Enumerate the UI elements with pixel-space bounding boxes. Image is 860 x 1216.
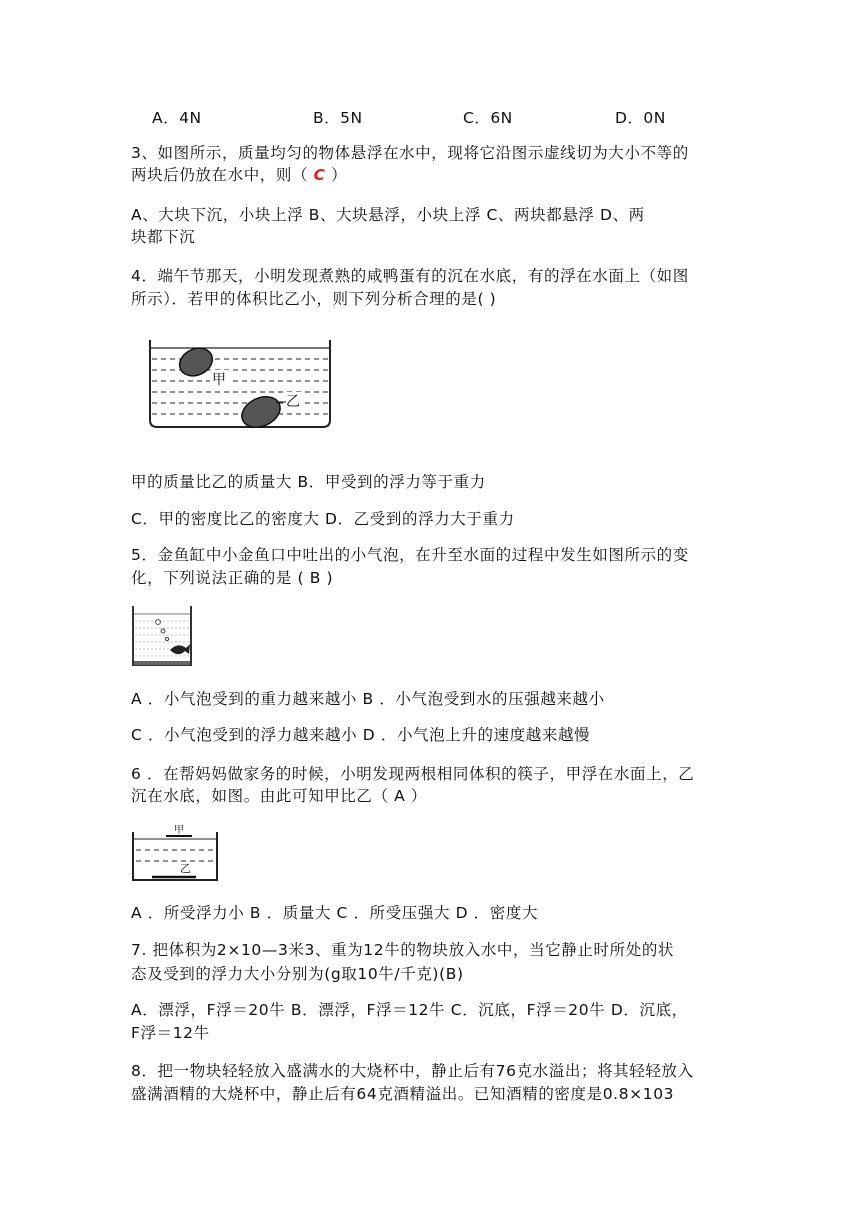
q3-stem-line2: 两块后仍放在水中，则（ C ）	[131, 166, 348, 184]
q2-option-b: B．5N	[313, 109, 363, 127]
q3-options-line2: 块都下沉	[131, 228, 196, 246]
q6-figure-chopsticks	[130, 822, 220, 884]
q6-figure-label-a: 甲	[174, 825, 184, 836]
q3-answer: C	[313, 166, 326, 184]
q3-options-line1: A、大块下沉，小块上浮 B、大块悬浮，小块上浮 C、两块都悬浮 D、两	[131, 206, 645, 224]
q5-options-line2: C ．小气泡受到的浮力越来越小 D ．小气泡上升的速度越来越慢	[131, 726, 591, 744]
q3-stem-line1: 3、如图所示，质量均匀的物体悬浮在水中，现将它沿图示虚线切为大小不等的	[131, 144, 689, 162]
q7-options-line2: F浮＝12牛	[131, 1024, 210, 1042]
egg-b	[237, 391, 285, 432]
q5-figure-fish-tank	[130, 604, 194, 668]
q6-options-line1: A ．所受浮力小 B ．质量大 C ．所受压强大 D ．密度大	[131, 904, 539, 922]
q4-figure-label-b: 乙	[286, 394, 300, 410]
q4-options-line2: C．甲的密度比乙的密度大 D．乙受到的浮力大于重力	[131, 510, 515, 528]
q8-stem-line2: 盛满酒精的大烧杯中，静止后有64克酒精溢出。已知酒精的密度是0.8×103	[131, 1085, 675, 1103]
q2-option-d: D．0N	[615, 109, 666, 127]
q8-stem-line1: 8．把一物块轻轻放入盛满水的大烧杯中，静止后有76克水溢出；将其轻轻放入	[131, 1062, 694, 1080]
q4-stem-line2: 所示）．若甲的体积比乙小，则下列分析合理的是( )	[131, 290, 497, 308]
fish-shape	[170, 644, 190, 654]
q4-figure-eggs-in-water	[140, 332, 340, 432]
q4-options-line1: 甲的质量比乙的质量大 B．甲受到的浮力等于重力	[131, 473, 486, 491]
q4-figure-label-a: 甲	[212, 372, 226, 388]
q7-stem-line1: 7. 把体积为2×10—3米3、重为12牛的物块放入水中，当它静止时所处的状	[131, 941, 675, 959]
q5-stem-line1: 5．金鱼缸中小金鱼口中吐出的小气泡，在升至水面的过程中发生如图所示的变	[131, 546, 689, 564]
q7-stem-line2: 态及受到的浮力大小分别为(g取10牛/千克)(B)	[131, 965, 464, 983]
q2-option-c: C．6N	[463, 109, 513, 127]
q6-stem-line2: 沉在水底，如图。由此可知甲比乙（ A ）	[131, 787, 427, 805]
q2-option-a: A．4N	[152, 109, 202, 127]
q5-stem-line2: 化，下列说法正确的是 ( B )	[131, 569, 334, 587]
q6-figure-label-b: 乙	[180, 862, 191, 875]
q5-options-line1: A ．小气泡受到的重力越来越小 B ．小气泡受到水的压强越来越小	[131, 690, 605, 708]
q6-stem-line1: 6 ．在帮妈妈做家务的时候，小明发现两根相同体积的筷子，甲浮在水面上，乙	[131, 765, 695, 783]
q7-options-line1: A．漂浮，F浮＝20牛 B．漂浮，F浮＝12牛 C．沉底，F浮＝20牛 D．沉底，	[131, 1001, 688, 1019]
q4-stem-line1: 4．端午节那天，小明发现煮熟的咸鸭蛋有的沉在水底，有的浮在水面上（如图	[131, 267, 689, 285]
